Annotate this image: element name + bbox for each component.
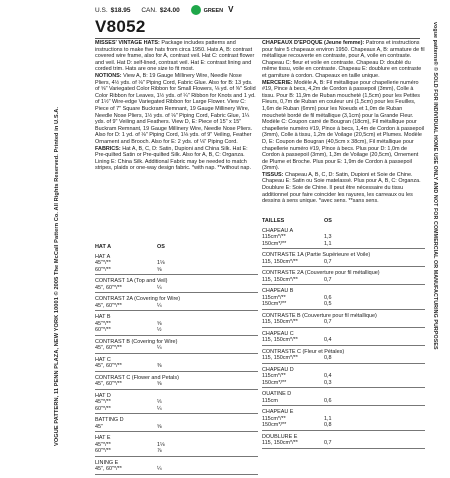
french-title: CHAPEAUX D'EPOQUE (Jeune femme): xyxy=(262,40,365,46)
yardage-cell: ¼ xyxy=(157,284,162,291)
width-cell: 150cm*/** xyxy=(262,240,287,247)
table-row xyxy=(95,321,258,328)
table-row xyxy=(262,422,425,429)
english-description xyxy=(95,40,258,172)
table-row xyxy=(262,301,425,308)
row-divider xyxy=(95,413,258,414)
width-cell: 60"*/** xyxy=(95,405,111,412)
width-cell: 115, 150cm*/** xyxy=(262,337,298,344)
width-cell: 45", 60"*/** xyxy=(95,381,122,388)
pattern-number: V8052 xyxy=(95,17,146,36)
green-label: GREEN xyxy=(203,8,224,14)
yardage-cell: ⅝ xyxy=(157,320,162,327)
french-description xyxy=(262,40,425,205)
yardage-cell: ⅝ xyxy=(157,423,162,430)
width-cell: 150cm*/** xyxy=(262,301,287,308)
french-intro: CHAPEAUX D'EPOQUE (Jeune femme): Patrons et instructions pour faire 5 chapeaux environ 1950. Chapeaux A, B: armature de fil métallique recouverte en contraste, pour A, voile en contraste. Chapeau C: fleur et voile en contraste. Chapeau D: doublé du même tissu, voile en contraste. Chapeau E: doublure en contraste et garniture à cordon. Chapeaux en taille unique. xyxy=(262,40,425,79)
row-divider xyxy=(262,327,425,328)
french-notions: MERCERIE: Modèle A, B: Fil métallique pour chapellerie numéro #19, Pince à becs, 4,2m de Cordon à passepoil (3mm), Colle à tissu. Pour B: 11,9m de Ruban moucheté (1,5cm) pour les Petites Fleurs, 0,7m de Ruban en couleur uni (1,5cm) pour les Feuilles, 1,6m de Ruban (6mm) pour les Noeuds et 1,0m de Ruban moucheté bordé de fil métallique (3,1cm) pour la Grande Fleur. Modèle C: Coupon carré de Bougran (18cm), Fil métallique pour chapellerie numéro #19, Pince à becs, 1,4m de Cordon à passepoil (3mm), Colle à tissu, 1,2m de Voilage (20,5cm) et Plumes. Modèle D, E: Coupon de Bougran (40,5cm x 38cm), Fil métallique pour chapellerie numéro #19, Pince à becs. Plus pour D: 1,0m de Cordon à passepoil (3mm), 1,3m de Voilage (20,5cm), Ornement de Plume et Broche. Plus pour E: 1,9m de Cordon à passepoil (3mm). xyxy=(262,79,425,172)
yardage-cell: 0,6 xyxy=(324,397,332,404)
table-group-title: CHAPEAU C xyxy=(262,330,294,337)
width-cell: 115, 150cm*/** xyxy=(262,440,298,447)
table-row xyxy=(95,381,258,388)
width-cell: 115cm*/** xyxy=(262,234,286,241)
table-row xyxy=(95,327,258,334)
width-cell: 60"*/** xyxy=(95,448,111,455)
header-divider xyxy=(95,38,420,39)
price-row xyxy=(95,5,237,15)
table-row xyxy=(95,285,258,292)
table-group-title: HAT A xyxy=(95,253,111,260)
table-row xyxy=(262,259,425,266)
width-cell: 115, 150cm*/** xyxy=(262,355,298,362)
english-intro: MISSES' VINTAGE HATS: Package includes patterns and instructions to make five hats from circa 1950. Hats A, B: contrast covered wire frame, also for A, contrast veil. Hat C: contrast flower and veil. Hat D: self-lined, contrast veil. Hat E: contrast lining and corded trim. Hats are one size to fit most. xyxy=(95,40,255,73)
can-price: $24.00 xyxy=(159,7,180,14)
table-header: TAILLES OS xyxy=(262,218,332,224)
can-label: CAN. xyxy=(141,7,157,14)
yardage-cell: ¼ xyxy=(157,405,162,412)
row-divider xyxy=(95,389,258,390)
table-row xyxy=(95,345,258,352)
english-notions: NOTIONS: View A, B: 19 Gauge Millinery Wire, Needle Nose Pliers, 4½ yds. of ⅛" Piping Cord, Fabric Glue. Also for B: 13 yds. of ⅝" Variegated Color Ribbon for Small Flowers, ⅛ yd. of ⅝" Solid Color Ribbon for Leaves, 1½ yds. of ¼" Ribbon for Knots and 1 yd. of 1½" Wire-edge Variegated Ribbon for Large Flower. View C: Piece of 7" Square Buckram Remnant, 19 Gauge Millinery Wire, Needle Nose Pliers, 1½ yds. of ⅛" Piping Cord, Fabric Glue, 1¼ yds. of 9" Veiling and Feathers. View D, E: Piece of 15" x 15" Buckram Remnant, 19 Gauge Millinery Wire, Needle Nose Pliers. Also for D: 1 yd. of ⅛" Piping Cord, 1⅛ yds. of 9" Veiling, Feather Ornament and Brooch. Also for E: 2 yds. of ⅛" Piping Cord. xyxy=(95,72,256,145)
width-cell: 45"*/** xyxy=(95,399,111,406)
english-fabrics: FABRICS: Hat A, B, C, D: Satin, Dupioni and China Silk. Hat E: Pre-quilted Satin or Pre-quilted Silk. Also for A, B, C: Organza. Lining E: China Silk. Additional Fabric may be needed to match stripes, plaids or one-way design fabric. *with nap. **without nap. xyxy=(95,145,251,172)
width-cell: 45", 60"*/** xyxy=(95,302,122,309)
table-group-title: CONTRASTE B (Couverture pour fil métallique) xyxy=(262,312,377,319)
table-header: HAT A OS xyxy=(95,244,165,250)
table-group-title: CHAPEAU D xyxy=(262,366,294,373)
table-group-title: CONTRAST B (Covering for Wire) xyxy=(95,338,178,345)
table-group-title: HAT E xyxy=(95,435,111,442)
table-row xyxy=(262,398,425,405)
english-title: MISSES' VINTAGE HATS: xyxy=(95,40,160,46)
us-price: $18.95 xyxy=(110,7,131,14)
table-group-title: CONTRAST 1A (Top and Veil) xyxy=(95,278,168,285)
width-cell: 45", 60"*/** xyxy=(95,466,122,473)
width-cell: 150cm*/** xyxy=(262,379,287,386)
table-group-title: HAT D xyxy=(95,392,111,399)
yardage-cell: 0,4 xyxy=(324,337,332,344)
row-divider xyxy=(262,363,425,364)
table-row xyxy=(95,406,258,413)
table-row xyxy=(262,373,425,380)
table-row xyxy=(262,337,425,344)
table-group-title: OUATINE D xyxy=(262,391,292,398)
width-cell: 115cm xyxy=(262,397,278,404)
table-row xyxy=(262,277,425,284)
yardage-cell: ½ xyxy=(157,327,162,334)
table-row xyxy=(262,241,425,248)
table-group-title: CONTRASTE 2A (Couverture pour fil métallique) xyxy=(262,270,380,277)
publisher-side-text: VOGUE PATTERN, 11 PENN PLAZA, NEW YORK 10001 © 2005 The McCall Pattern Co. All Rights Reserved. Printed in U.S.A. xyxy=(54,106,60,446)
row-divider xyxy=(262,345,425,346)
table-group-title: LINING E xyxy=(95,459,119,466)
yardage-cell: 0,7 xyxy=(324,319,332,326)
table-row xyxy=(262,440,425,447)
yardage-cell: ¼ xyxy=(157,345,162,352)
usage-side-text: vogue patterns® © SOLD FOR INDIVIDUAL HOME USE ONLY AND NOT FOR COMMERCIAL OR MANUFACTURING PURPOSES xyxy=(432,22,438,350)
yardage-cell: ⅜ xyxy=(157,363,162,370)
width-cell: 45"*/** xyxy=(95,260,111,267)
french-yardage-table xyxy=(262,218,425,452)
yardage-cell: 0,7 xyxy=(324,258,332,265)
yardage-cell: 0,8 xyxy=(324,355,332,362)
table-row xyxy=(95,363,258,370)
table-row xyxy=(95,442,258,449)
table-row xyxy=(262,380,425,387)
english-yardage-table xyxy=(95,244,258,478)
width-cell: 45", 60"*/** xyxy=(95,284,122,291)
yardage-cell: 0,6 xyxy=(324,294,332,301)
yardage-cell: 1,1 xyxy=(324,240,332,247)
row-divider xyxy=(262,248,425,249)
row-divider xyxy=(95,274,258,275)
yardage-cell: 0,8 xyxy=(324,422,332,429)
table-row xyxy=(95,448,258,455)
width-cell: 45", 60"*/** xyxy=(95,345,122,352)
table-group-title: HAT B xyxy=(95,314,111,321)
yardage-cell: 0,7 xyxy=(324,440,332,447)
table-group-title: CONTRASTE 1A (Partie Supérieure et Voile) xyxy=(262,252,371,259)
table-group-title: CONTRAST C (Flower and Petals) xyxy=(95,374,179,381)
width-cell: 115, 150cm*/** xyxy=(262,319,298,326)
row-divider xyxy=(95,353,258,354)
french-fabrics: TISSUS: Chapeau A, B, C, D: Satin, Dupioni et Soie de Chine. Chapeau E: Satin ou Soie matelassé. Plus pour A, B, C: Organza. Doublure E: Soie de Chine. Il peut être nécessaire du tissu additionnel pour faire coincider les rayures, les carreaux ou les dessins à sens unique. *avec sens. **sans sens. xyxy=(262,171,421,205)
yardage-cell: 0,4 xyxy=(324,373,332,380)
row-divider xyxy=(262,387,425,388)
row-divider xyxy=(95,371,258,372)
row-divider xyxy=(95,310,258,311)
table-row xyxy=(95,466,258,473)
width-cell: 60"*/** xyxy=(95,266,111,273)
yardage-cell: 0,5 xyxy=(324,301,332,308)
table-row xyxy=(95,260,258,267)
table-group-title: DOUBLURE E xyxy=(262,433,298,440)
width-cell: 115cm*/** xyxy=(262,415,286,422)
row-divider xyxy=(95,456,258,457)
width-cell: 60"*/** xyxy=(95,327,111,334)
table-row xyxy=(95,267,258,274)
yardage-cell: ¼ xyxy=(157,466,162,473)
yardage-cell: ⅝ xyxy=(157,266,162,273)
table-row xyxy=(95,424,258,431)
row-divider xyxy=(95,292,258,293)
yardage-cell: 1,1 xyxy=(324,415,332,422)
table-group-title: CHAPEAU A xyxy=(262,227,294,234)
yardage-cell: 0,7 xyxy=(324,276,332,283)
width-cell: 150cm*/** xyxy=(262,422,287,429)
yardage-cell: 1⅛ xyxy=(157,260,165,267)
width-cell: 115cm*/** xyxy=(262,294,286,301)
table-group-title: HAT C xyxy=(95,356,111,363)
row-divider xyxy=(262,284,425,285)
row-divider xyxy=(95,335,258,336)
table-row xyxy=(262,355,425,362)
table-group-title: BATTING D xyxy=(95,417,124,424)
table-group-title: CHAPEAU E xyxy=(262,409,294,416)
row-divider xyxy=(262,430,425,431)
yardage-cell: ¼ xyxy=(157,302,162,309)
yardage-cell: ⅞ xyxy=(157,448,162,455)
yardage-cell: ⅓ xyxy=(157,399,162,406)
width-cell: 45" xyxy=(95,423,103,430)
table-group-title: CHAPEAU B xyxy=(262,288,294,295)
yardage-cell: ⅝ xyxy=(157,381,162,388)
width-cell: 45"*/** xyxy=(95,320,111,327)
header xyxy=(95,2,425,42)
table-row xyxy=(262,234,425,241)
width-cell: 115cm*/** xyxy=(262,373,286,380)
table-group-title: CONTRASTE C (Fleur et Pétales) xyxy=(262,348,345,355)
table-row xyxy=(262,295,425,302)
table-row xyxy=(262,319,425,326)
width-cell: 45"*/** xyxy=(95,441,111,448)
table-row xyxy=(262,416,425,423)
row-divider xyxy=(262,266,425,267)
row-divider xyxy=(95,431,258,432)
row-divider xyxy=(262,309,425,310)
row-divider xyxy=(262,405,425,406)
table-row xyxy=(95,399,258,406)
row-divider xyxy=(262,448,425,449)
us-label: U.S. xyxy=(95,7,108,14)
vogue-logo: V xyxy=(228,5,234,14)
width-cell: 115, 150cm*/** xyxy=(262,276,298,283)
width-cell: 115, 150cm*/** xyxy=(262,258,298,265)
yardage-cell: 0,3 xyxy=(324,379,332,386)
yardage-cell: 1,3 xyxy=(324,234,332,241)
row-divider xyxy=(95,474,258,475)
green-dot-icon xyxy=(191,5,201,15)
table-row xyxy=(95,303,258,310)
width-cell: 45", 60"*/** xyxy=(95,363,122,370)
table-group-title: CONTRAST 2A (Covering for Wire) xyxy=(95,296,181,303)
yardage-cell: 1⅛ xyxy=(157,441,165,448)
